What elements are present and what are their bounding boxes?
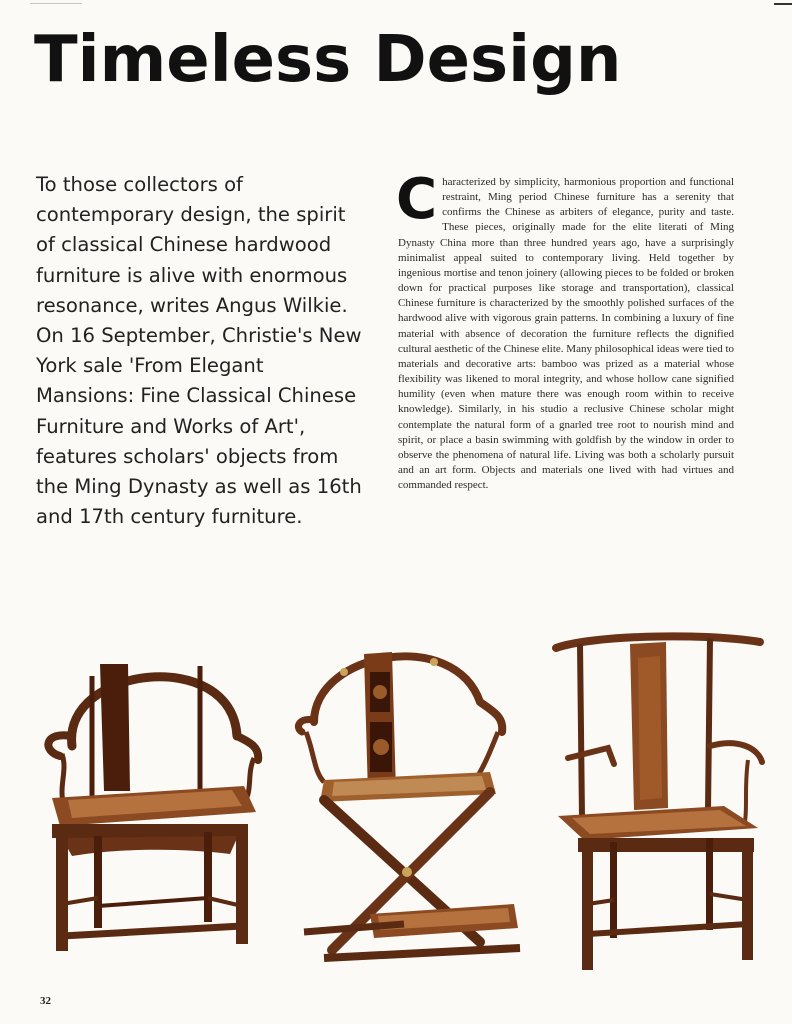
folding-horseshoe-chair-image — [284, 632, 524, 972]
corner-mark — [774, 3, 792, 5]
body-paragraph: haracterized by simplicity, harmonious proportion and functional restraint, Ming period Chinese furniture has a serenity that confirms the Chinese as arbiters of elegance, purity and taste. These pieces, originally made for the elite literati of Ming Dynasty China more than three hundred years ago, have a surprisingly minimalist appeal suited to contemporary living. Held together by ingenious mortise and tenon joinery (allowing pieces to be folded or broken down for practical purposes like storage and transportation), classical Chinese furniture is characterized by the smoothly polished surfaces of the hardwood alive with vigorous grain patterns. In combining a luxury of fine material with absence of decoration the furniture reflects the dignified cultural aesthetic of the Chinese elite. Many philosophical ideas were tied to materials and decorative arts: bamboo was prized as a material whose flexibility was likened to moral integrity, and whose hollow cane signified humility (even when mature there was enough room within to receive knowledge). Similarly, in his studio a reclusive Chinese scholar might contemplate the natural form of a gnarled tree root to nourish mind and spirit, or place a basin swimming with goldfish by the window in order to observe the phenomena of natural life. Living was both a scholarly pursuit and an art form. Objects and materials one lived with had virtues and commanded respect. — [398, 176, 735, 492]
drop-cap: C — [396, 167, 438, 232]
official-hat-armchair-image — [548, 628, 768, 973]
standfirst: To those collectors of contemporary design, the spirit of classical Chinese hardwood furniture is alive with enormous resonance, writes Angus Wilkie. On 16 September, Christie's New York sale 'From Elegant Mansions: Fine Classical Chinese Furniture and Works of Art', features scholars' objects from the Ming Dynasty as well as 16th and 17th century furniture. — [36, 173, 362, 529]
horseshoe-back-armchair-image — [32, 636, 264, 971]
page-number: 32 — [40, 995, 51, 1007]
page-title: Timeless Design — [34, 23, 622, 97]
top-rule — [30, 3, 82, 4]
body-text — [396, 167, 735, 493]
photo-strip — [28, 628, 768, 978]
